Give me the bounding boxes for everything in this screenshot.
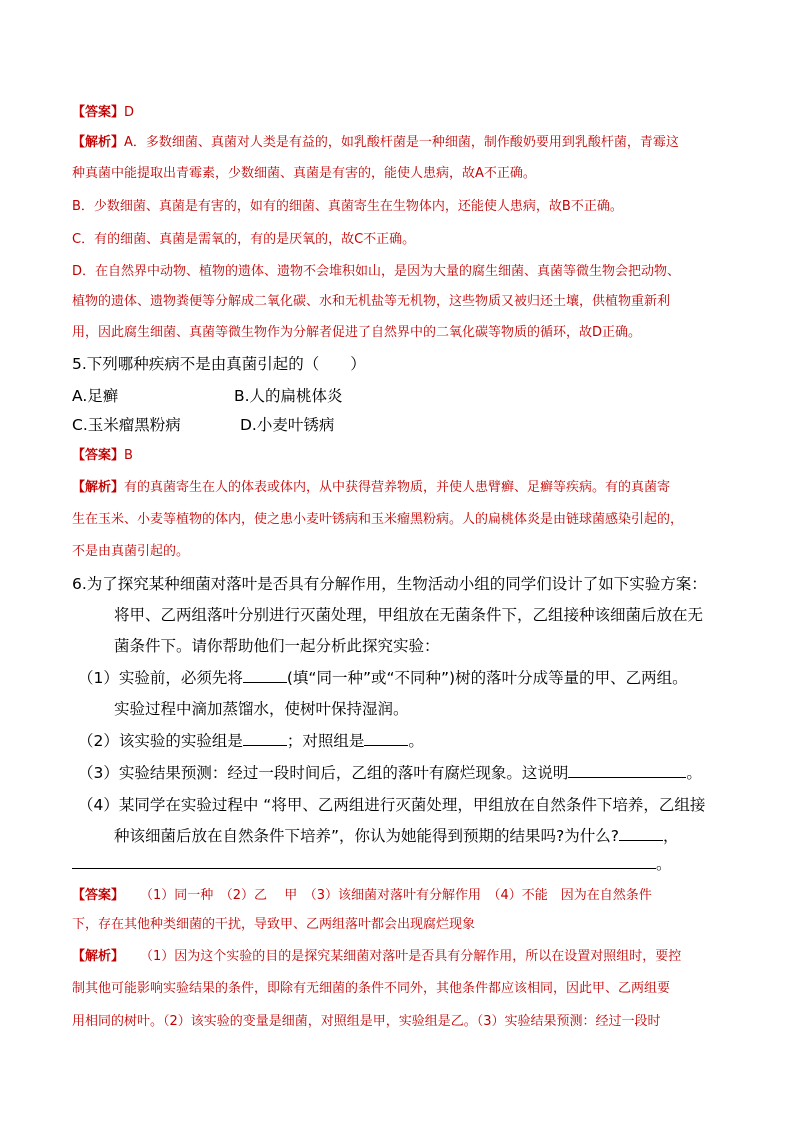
analysis-4-line-4: C．有的细菌、真菌是需氧的，有的是厌氧的，故C不正确。	[72, 232, 416, 247]
analysis-4-line-5: D．在自然界中动物、植物的遗体、遗物不会堆积如山，是因为大量的腐生细菌、真菌等微生物会把动物、	[72, 264, 681, 279]
answer-blank[interactable]	[364, 731, 408, 746]
answer-value: B	[124, 448, 133, 463]
analysis-4-line-6: 植物的遗体、遗物粪便等分解成二氧化碳、水和无机盐等无机物，这些物质又被归还土壤，供植物重新利	[72, 294, 671, 309]
analysis-tag: 【解析】	[72, 480, 125, 495]
analysis-6-line-3: 用相同的树叶。（2）该实验的变量是细菌，对照组是甲，实验组是乙。（3）实验结果预测：经过一段时	[72, 1014, 661, 1029]
answer-blank[interactable]	[243, 668, 287, 683]
answer-value: D	[124, 105, 135, 120]
answer-6-line-2: 下，存在其他种类细菌的干扰，导致甲、乙两组落叶都会出现腐烂现象	[72, 917, 476, 932]
analysis-4-line-7: 用，因此腐生细菌、真菌等微生物作为分解者促进了自然界中的二氧化碳等物质的循环，故D正确。	[72, 325, 642, 340]
question-6-part-3: （3）实验结果预测：经过一段时间后，乙组的落叶有腐烂现象。这说明 。	[78, 764, 702, 782]
answer-tag: 【答案】	[72, 448, 125, 463]
answer-5	[72, 444, 133, 463]
answer-blank[interactable]	[568, 763, 686, 778]
question-6-stem-1: 6.为了探究某种细菌对落叶是否具有分解作用，生物活动小组的同学们设计了如下实验方案：	[72, 575, 707, 593]
analysis-5-line-3: 不是由真菌引起的。	[72, 544, 190, 559]
question-6-stem-2: 将甲、乙两组落叶分别进行灭菌处理，甲组放在无菌条件下，乙组接种该细菌后放在无	[114, 606, 704, 624]
analysis-5-line-1: 【解析】有的真菌寄生在人的体表或体内，从中获得营养物质，并使人患臂癣、足癣等疾病。有的真菌寄	[72, 480, 671, 495]
question-6-part-2: （2）该实验的实验组是 ；对照组是 。	[78, 732, 424, 750]
question-5-option-c: C.玉米瘤黑粉病	[72, 416, 181, 434]
answer-6-line-1: 【答案】 （1）同一种 （2）乙 甲 （3）该细菌对落叶有分解作用 （4）不能 因为在自然条件	[72, 888, 652, 903]
question-5-stem: 5.下列哪种疾病不是由真菌引起的（ ）	[72, 355, 366, 373]
analysis-4-line-2: 种真菌中能提取出青霉素，少数细菌、真菌是有害的，能使人患病，故A不正确。	[72, 166, 536, 181]
answer-tag: 【答案】	[72, 105, 125, 120]
question-6-stem-3: 菌条件下。请你帮助他们一起分析此探究实验：	[114, 637, 440, 655]
answer-blank[interactable]	[243, 731, 287, 746]
analysis-6-line-2: 制其他可能影响实验结果的条件，即除有无细菌的条件不同外，其他条件都应该相同，因此甲、乙两组要	[72, 981, 671, 996]
answer-tag: 【答案】	[72, 888, 125, 903]
analysis-6-line-1: 【解析】 （1）因为这个实验的目的是探究某细菌对落叶是否具有分解作用，所以在设置对照组时，要控	[72, 949, 682, 964]
question-5-option-b: B.人的扁桃体炎	[234, 387, 343, 405]
question-5-option-a: A.足癣	[72, 387, 119, 405]
question-6-part-4-cont: 种该细菌后放在自然条件下培养”，你认为她能得到预期的结果吗?为什么? ，	[114, 827, 679, 845]
question-6-part-1-cont: 实验过程中滴加蒸馏水，使树叶保持湿润。	[114, 700, 409, 718]
analysis-5-line-2: 生在玉米、小麦等植物的体内，使之患小麦叶锈病和玉米瘤黑粉病。人的扁桃体炎是由链球菌感染引起的，	[72, 512, 684, 527]
analysis-tag: 【解析】	[72, 135, 125, 150]
answer-blank[interactable]	[619, 826, 663, 841]
answer-blank[interactable]	[72, 854, 656, 869]
analysis-4-line-3: B．少数细菌、真菌是有害的，如有的细菌、真菌寄生在生物体内，还能使人患病，故B不正确。	[72, 199, 623, 214]
question-6-part-4: （4）某同学在实验过程中 “将甲、乙两组进行灭菌处理，甲组放在自然条件下培养，乙组接	[78, 796, 706, 814]
analysis-4-line-1: 【解析】A．多数细菌、真菌对人类是有益的，如乳酸杆菌是一种细菌，制作酸奶要用到乳酸杆菌，青霉这	[72, 135, 679, 150]
question-6-part-1: （1）实验前，必须先将 (填“同一种”或“不同种”)树的落叶分成等量的甲、乙两组。	[78, 669, 688, 687]
answer-4	[72, 101, 134, 120]
question-6-part-4-line: 。	[72, 852, 672, 874]
question-5-option-d: D.小麦叶锈病	[240, 416, 335, 434]
analysis-tag: 【解析】	[72, 949, 125, 964]
